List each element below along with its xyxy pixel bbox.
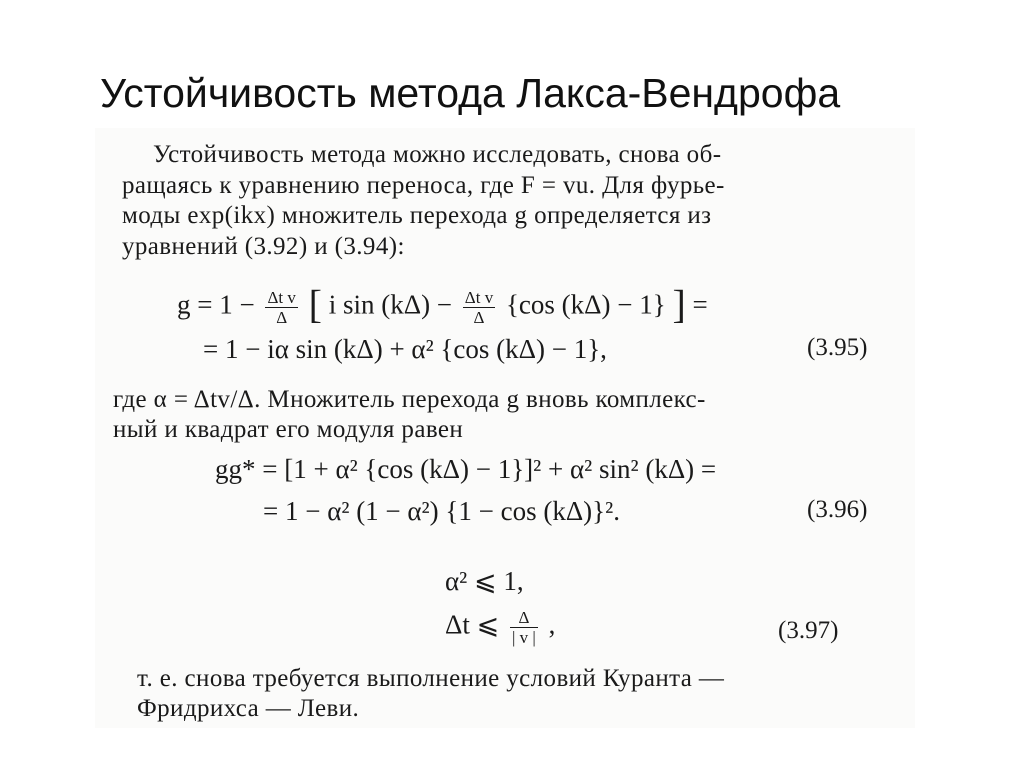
paragraph1-line4: уравнений (3.92) и (3.94): [122,233,405,260]
eq397-lead: Δt ⩽ [445,609,500,640]
equation-3-95-line2: = 1 − iα sin (kΔ) + α² {cos (kΔ) − 1}, [203,334,607,364]
equation-3-97-line1: α² ⩽ 1, [445,566,524,596]
eq395-fraction-2-denominator: Δ [473,308,485,327]
eq395-sine-term: i sin (kΔ) − [328,289,453,320]
eq395-cosine-term: {cos (kΔ) − 1} [505,289,666,320]
eq395-fraction-2 [463,288,495,327]
paragraph1-line3: моды exp(ikx) множитель перехода g определяется из [122,202,712,229]
equation-number-3-96: (3.96) [807,496,868,523]
paragraph1-line1: Устойчивость метода можно исследовать, снова об- [153,141,722,168]
paragraph3-line1: т. е. снова требуется выполнение условий Куранта — [137,665,725,692]
eq397-comma: , [548,609,556,640]
eq395-fraction-1 [265,288,297,327]
equation-3-96-line2: = 1 − α² (1 − α²) {1 − cos (kΔ)}². [263,496,620,526]
eq395-lead: g = 1 − [177,289,255,320]
paragraph2-line2: ный и квадрат его модуля равен [113,416,464,443]
slide-title: Устойчивость метода Лакса-Вендрофа [100,70,841,116]
eq395-fraction-1-denominator: Δ [276,308,288,327]
eq395-bracket-open: [ [308,281,322,327]
equation-3-95-line1 [177,281,708,327]
eq395-fraction-2-numerator: Δt v [464,288,494,307]
paragraph1-line2: ращаясь к уравнению переноса, где F = vu. Для фурье- [122,172,725,199]
equation-number-3-95: (3.95) [807,334,868,361]
eq397-fraction [510,608,538,647]
paragraph3-line2: Фридрихса — Леви. [137,695,360,722]
equation-3-96-line1: gg* = [1 + α² {cos (kΔ) − 1}]² + α² sin² (kΔ) = [215,454,717,484]
equation-number-3-97: (3.97) [778,617,839,644]
eq395-trailing-equals: = [692,289,708,320]
eq395-fraction-1-numerator: Δt v [267,288,296,307]
paragraph2-line1: где α = Δtv/Δ. Множитель перехода g вновь комплекс- [113,386,706,413]
eq395-bracket-close: ] [672,281,686,327]
eq397-fraction-denominator: | v | [512,628,536,647]
scanned-page [95,128,915,728]
equation-3-97-line2 [445,608,555,647]
eq397-fraction-numerator: Δ [510,608,538,628]
